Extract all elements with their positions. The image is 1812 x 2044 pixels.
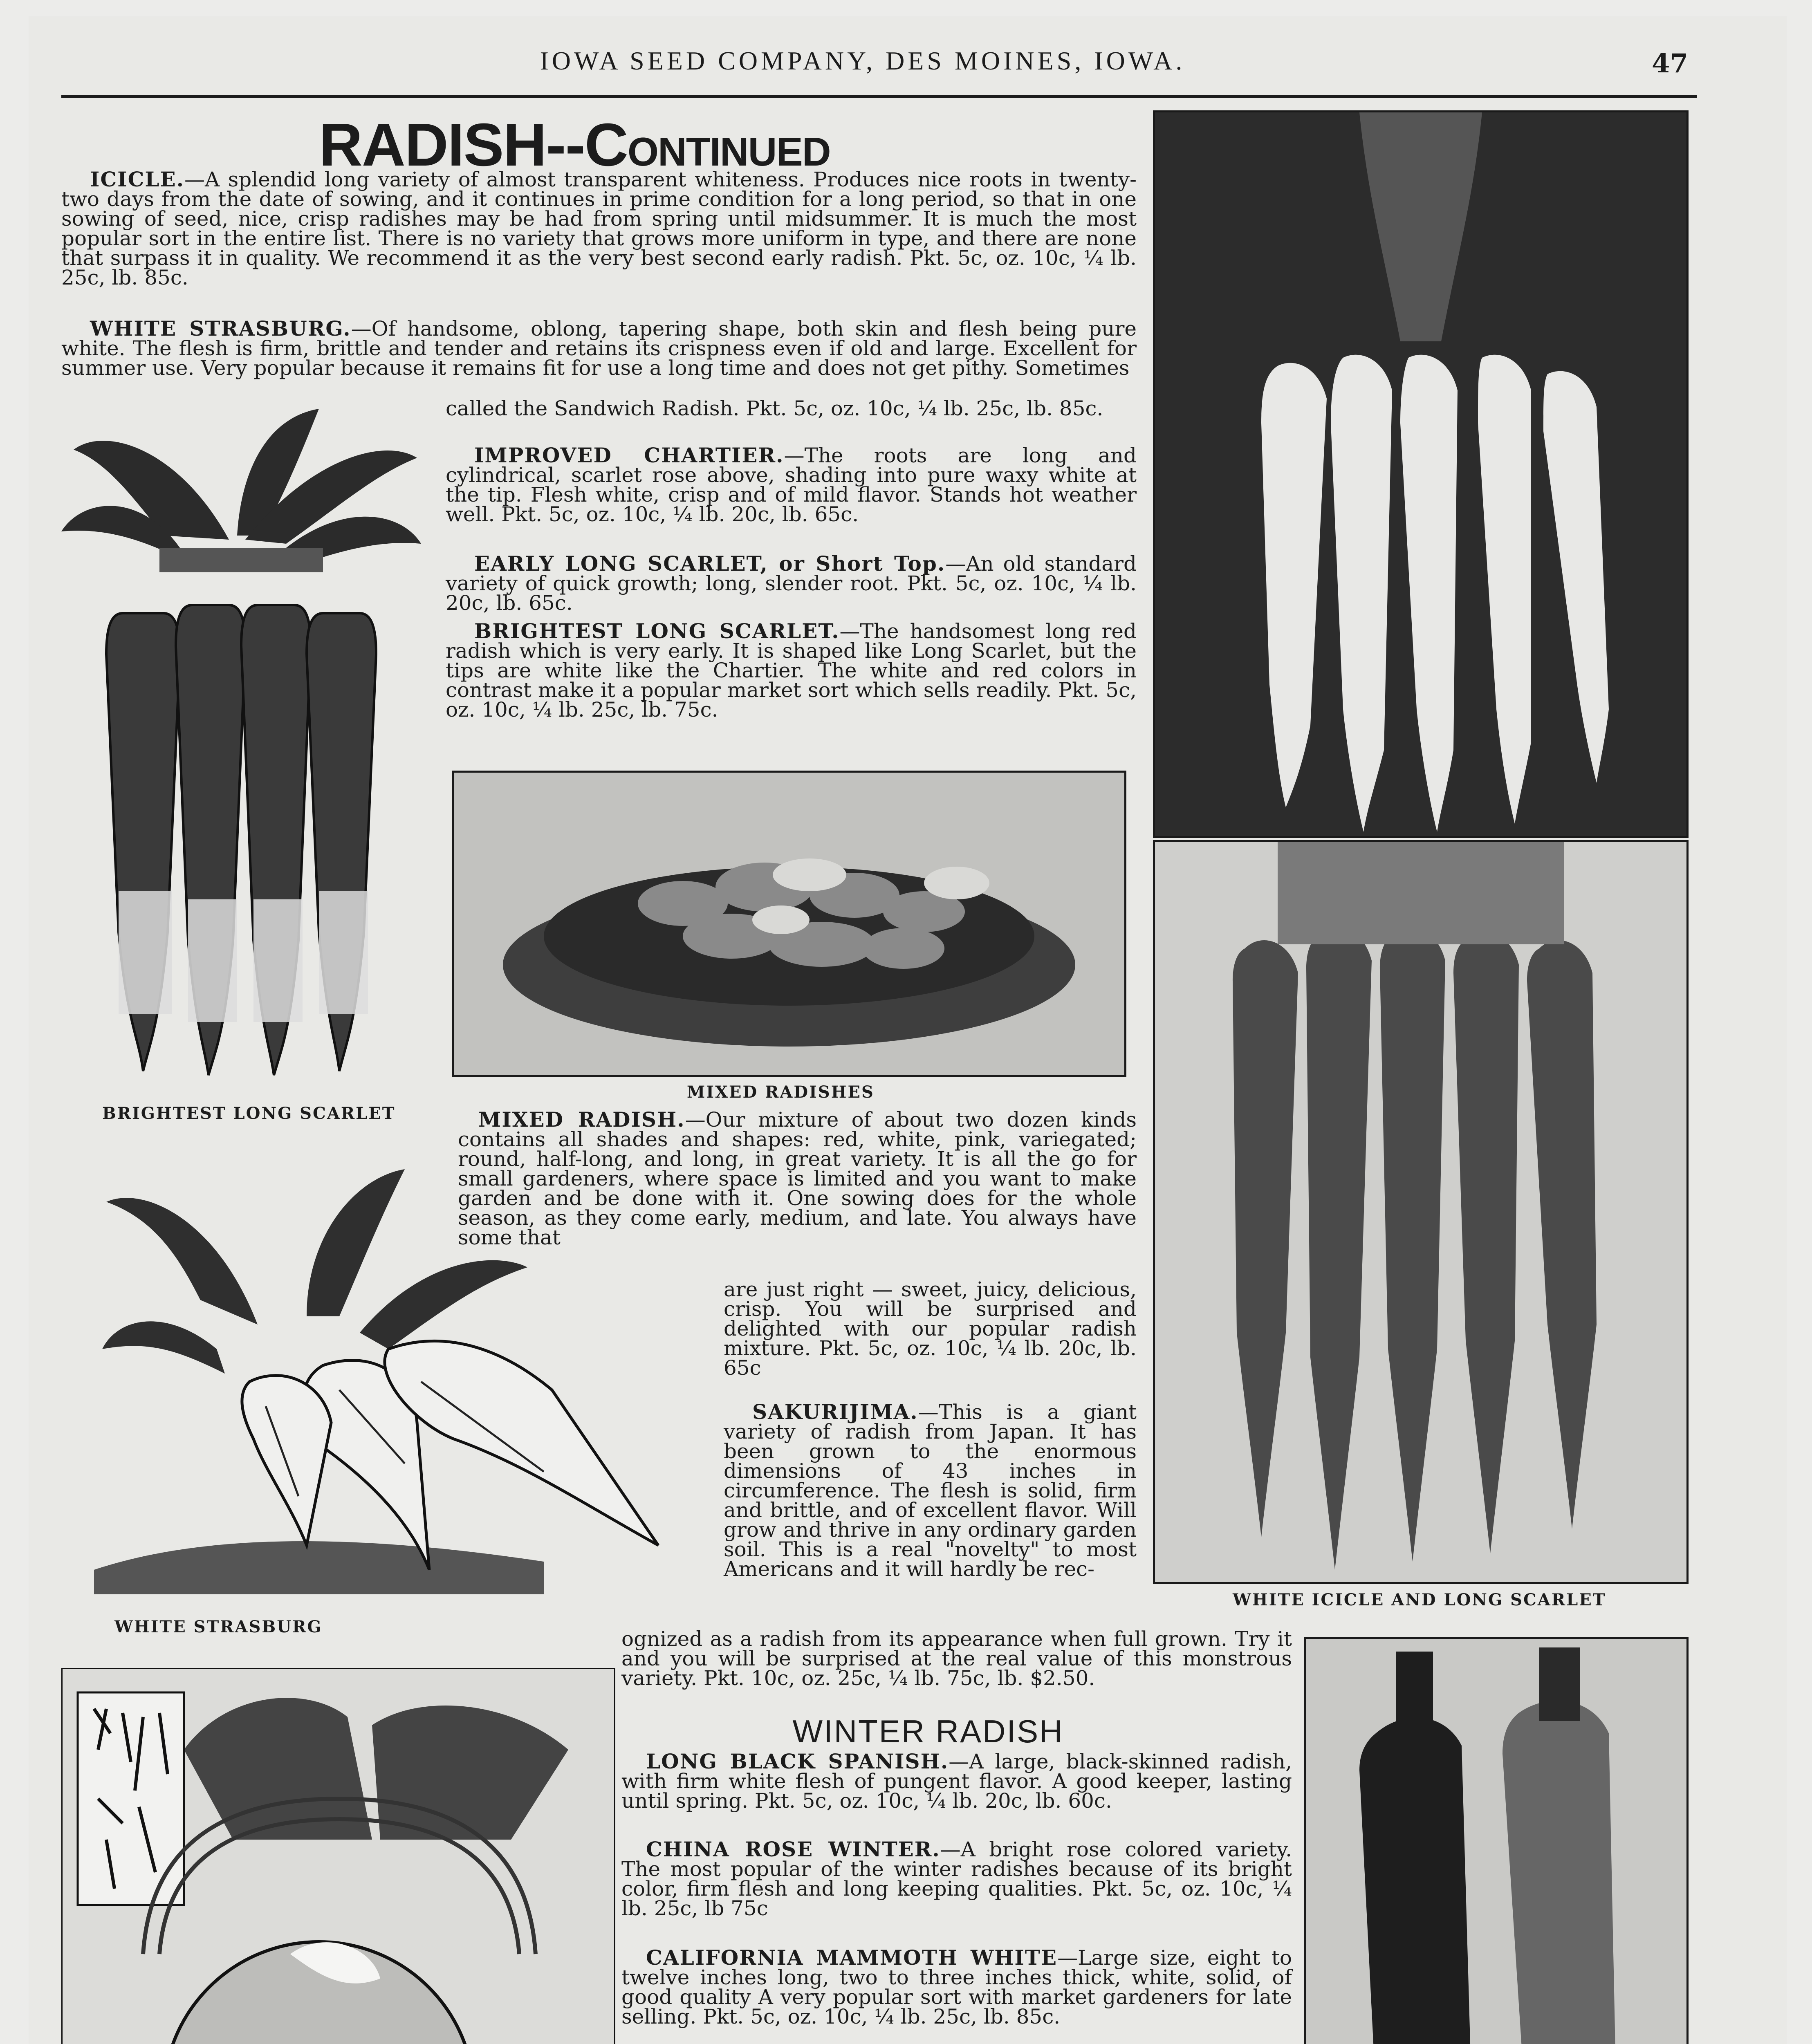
caption-white-strasburg: WHITE STRASBURG: [114, 1617, 323, 1636]
winter-radish-heading: WINTER RADISH: [792, 1713, 1064, 1749]
entry-white-strasburg-cont: called the Sandwich Radish. Pkt. 5c, oz. 10c, ¼ lb. 25c, lb. 85c.: [446, 397, 1103, 420]
caption-white-icicle-long-scarlet: WHITE ICICLE AND LONG SCARLET: [1233, 1590, 1606, 1609]
page-number: 47: [1652, 48, 1689, 79]
long-scarlet-photo: [1153, 840, 1689, 1584]
entry-early-long-scarlet: EARLY LONG SCARLET, or Short Top.—An old standard variety of quick growth; long, slender root. Pkt. 5c, oz. 10c, ¼ lb. 20c, lb. 65c.: [446, 551, 1137, 615]
page-title: RADISH--CONTINUED: [319, 111, 830, 179]
mixed-radishes-photo: [452, 771, 1126, 1077]
sakurjima-radish-engraving: [61, 1668, 615, 2044]
brightest-long-scarlet-engraving: [57, 401, 425, 1079]
entry-california-mammoth-white: CALIFORNIA MAMMOTH WHITE—Large size, eight to twelve inches long, two to three inches thick, white, solid, of good quality A very popular sort with market gardeners for late selling. Pkt. 5c, oz. 10c, ¼ lb. 25c, lb. 85c.: [621, 1945, 1292, 2028]
entry-mixed-radish-cont: are just right — sweet, juicy, delicious, crisp. You will be surprised and delighted with our popular radish mixture. Pkt. 5c, oz. 10c, ¼ lb. 20c, lb. 65c: [724, 1278, 1137, 1380]
entry-mixed-radish: MIXED RADISH.—Our mixture of about two dozen kinds contains all shades and shapes: red, white, pink, variegated; round, half-long, and long, in great variety. It is all the go for small gardeners, where space is limited and you want to make garden and be done with it. One sowing does for the whole season, as they come early, medium, and late. You always have some that: [458, 1107, 1137, 1249]
entry-china-rose-winter: CHINA ROSE WINTER.—A bright rose colored variety. The most popular of the winter radishes because of its bright color, firm flesh and long keeping qualities. Pkt. 5c, oz. 10c, ¼ lb. 25c, lb 75c: [621, 1837, 1292, 1920]
white-strasburg-engraving: [94, 1136, 675, 1611]
entry-brightest-long-scarlet: BRIGHTEST LONG SCARLET.—The handsomest long red radish which is very early. It is shaped like Long Scarlet, but the tips are white like the Chartier. The white and red colors in contrast make it a popular market sort which sells readily. Pkt. 5c, oz. 10c, ¼ lb. 25c, lb. 75c.: [446, 619, 1137, 722]
entry-improved-chartier: IMPROVED CHARTIER.—The roots are long and cylindrical, scarlet rose above, shading into pure waxy white at the tip. Flesh white, crisp and of mild flavor. Stands hot weather well. Pkt. 5c, oz. 10c, ¼ lb. 20c, lb. 65c.: [446, 443, 1137, 526]
page-header: IOWA SEED COMPANY, DES MOINES, IOWA.: [540, 46, 1186, 75]
entry-long-black-spanish: LONG BLACK SPANISH.—A large, black-skinned radish, with firm white flesh of pungent flavor. A good keeper, lasting until spring. Pkt. 5c, oz. 10c, ¼ lb. 20c, lb. 60c.: [621, 1749, 1292, 1813]
header-rule: [61, 95, 1697, 98]
white-icicle-photo: [1153, 110, 1689, 838]
caption-brightest-long-scarlet: BRIGHTEST LONG SCARLET: [102, 1104, 396, 1123]
entry-icicle: ICICLE.—A splendid long variety of almost transparent whiteness. Produces nice roots in twenty-two days from the date of sowing, and it continues in prime condition for a long period, so that in one sowing of seed, nice, crisp radishes may be had from spring until midsummer. It is much the most popular sort in the entire list. There is no variety that grows more uniform in type, and there are none that surpass it in quality. We recommend it as the very best second early radish. Pkt. 5c, oz. 10c, ¼ lb. 25c, lb. 85c.: [61, 167, 1137, 289]
entry-sakurijima: SAKURIJIMA.—This is a giant variety of radish from Japan. It has been grown to the enormous dimensions of 43 inches in circumference. The flesh is solid, firm and brittle, and of excellent flavor. Will grow and thrive in any ordinary garden soil. This is a real "novelty" to most Americans and it will hardly be rec-: [724, 1400, 1137, 1581]
winter-radish-photo: [1304, 1637, 1689, 2044]
entry-white-strasburg: WHITE STRASBURG.—Of handsome, oblong, tapering shape, both skin and flesh being pure white. The flesh is firm, brittle and tender and retains its crispness even if old and large. Excellent for summer use. Very popular because it remains fit for use a long time and does not get pithy. Sometimes: [61, 316, 1137, 380]
entry-sakurijima-cont: ognized as a radish from its appearance when full grown. Try it and you will be surprised at the real value of this monstrous variety. Pkt. 10c, oz. 25c, ¼ lb. 75c, lb. $2.50.: [621, 1627, 1292, 1690]
caption-mixed-radishes: MIXED RADISHES: [687, 1083, 875, 1102]
